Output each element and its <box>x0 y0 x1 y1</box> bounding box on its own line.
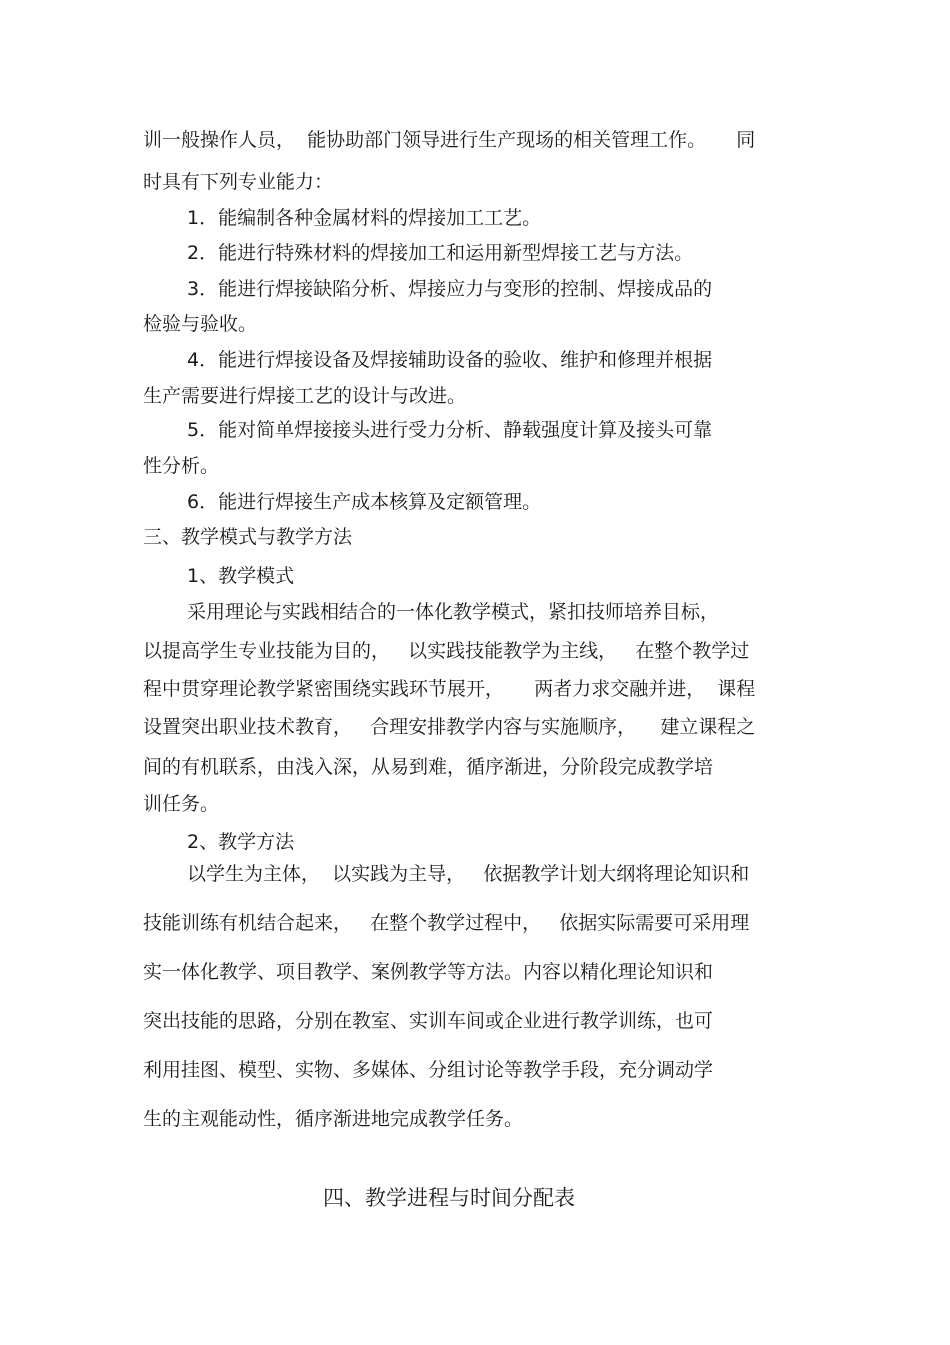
text-line: 实一体化教学、项目教学、案例教学等方法。内容以精化理论知识和 <box>143 961 714 983</box>
text-line: 间的有机联系，由浅入深，从易到难，循序渐进，分阶段完成教学培 <box>143 756 714 778</box>
text-line: 检验与验收。 <box>143 313 258 335</box>
list-item: 2．能进行特殊材料的焊接加工和运用新型焊接工艺与方法。 <box>187 242 694 264</box>
text-line: 以学生为主体， 以实践为主导， 依据教学计划大纲将理论知识和 <box>187 863 750 885</box>
text-line: 性分析。 <box>143 455 220 477</box>
text-line: 训一般操作人员， 能协助部门领导进行生产现场的相关管理工作。 同 <box>143 129 756 151</box>
text-line: 设置突出职业技术教育， 合理安排教学内容与实施顺序， 建立课程之 <box>143 716 756 738</box>
list-item: 6．能进行焊接生产成本核算及定额管理。 <box>187 491 542 513</box>
section-heading: 三、教学模式与教学方法 <box>143 526 353 548</box>
list-item: 3．能进行焊接缺陷分析、焊接应力与变形的控制、焊接成品的 <box>187 278 713 300</box>
text-line: 技能训练有机结合起来， 在整个教学过程中， 依据实际需要可采用理 <box>143 912 750 934</box>
text-line: 利用挂图、模型、实物、多媒体、分组讨论等教学手段，充分调动学 <box>143 1059 714 1081</box>
section-title: 四、教学进程与时间分配表 <box>323 1186 575 1210</box>
text-line: 时具有下列专业能力： <box>143 171 334 193</box>
text-line: 程中贯穿理论教学紧密围绕实践环节展开， 两者力求交融并进， 课程 <box>143 678 756 700</box>
list-item: 5．能对简单焊接接头进行受力分析、静载强度计算及接头可靠 <box>187 419 713 441</box>
subsection-heading: 2、教学方法 <box>187 831 295 853</box>
list-item: 4．能进行焊接设备及焊接辅助设备的验收、维护和修理并根据 <box>187 349 713 371</box>
text-line: 以提高学生专业技能为目的， 以实践技能教学为主线， 在整个教学过 <box>143 640 750 662</box>
text-line: 采用理论与实践相结合的一体化教学模式，紧扣技师培养目标， <box>187 601 720 623</box>
list-item: 1．能编制各种金属材料的焊接加工工艺。 <box>187 207 542 229</box>
text-line: 生的主观能动性，循序渐进地完成教学任务。 <box>143 1108 524 1130</box>
text-line: 生产需要进行焊接工艺的设计与改进。 <box>143 385 467 407</box>
text-line: 训任务。 <box>143 793 220 815</box>
text-line: 突出技能的思路，分别在教室、实训车间或企业进行教学训练，也可 <box>143 1010 714 1032</box>
subsection-heading: 1、教学模式 <box>187 565 295 587</box>
